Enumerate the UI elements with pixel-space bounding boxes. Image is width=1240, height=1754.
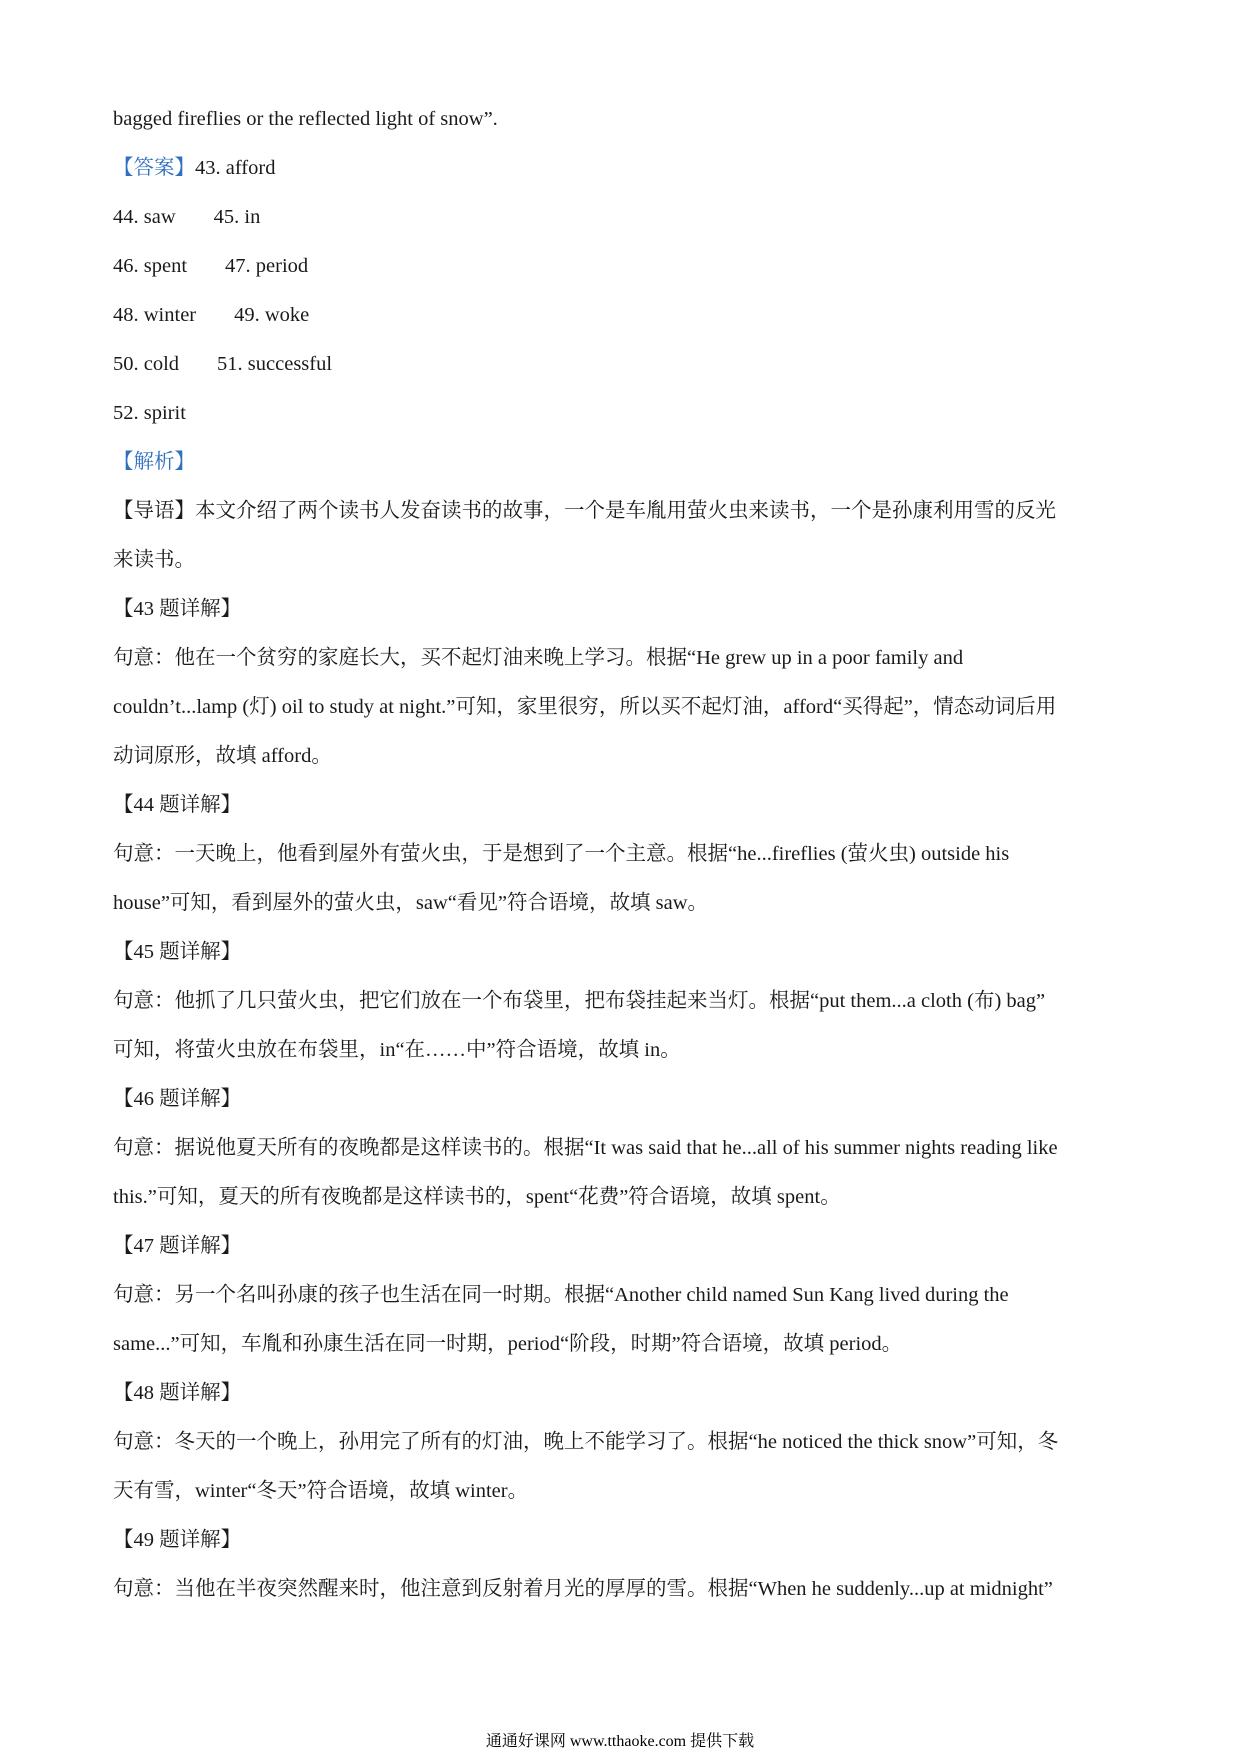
section-text-line: 动词原形，故填 afford。 bbox=[113, 745, 332, 767]
answer-item: 45. in bbox=[213, 206, 261, 228]
section-heading-45: 【45 题详解】 bbox=[113, 941, 242, 963]
answer-row-6 bbox=[113, 401, 186, 425]
section-text-line: 天有雪，winter“冬天”符合语境，故填 winter。 bbox=[113, 1480, 529, 1502]
section-text-line: 句意：另一个名叫孙康的孩子也生活在同一时期。根据“Another child named Sun Kang lived during the bbox=[113, 1284, 1009, 1306]
answer-item: 51. successful bbox=[217, 353, 333, 375]
intro-tail: bagged fireflies or the reflected light of snow”. bbox=[113, 108, 498, 130]
answer-row-2 bbox=[113, 205, 260, 229]
section-text-line: couldn’t...lamp (灯) oil to study at night.”可知，家里很穷，所以买不起灯油，afford“买得起”，情态动词后用 bbox=[113, 696, 1057, 718]
section-heading-43: 【43 题详解】 bbox=[113, 598, 242, 620]
section-text-line: 句意：据说他夏天所有的夜晚都是这样读书的。根据“It was said that he...all of his summer nights reading like bbox=[113, 1137, 1058, 1159]
answer-row-4 bbox=[113, 303, 309, 327]
answer-row-3 bbox=[113, 254, 308, 278]
answer-item: 48. winter bbox=[113, 304, 197, 326]
section-text-line: 可知，将萤火虫放在布袋里，in“在……中”符合语境，故填 in。 bbox=[113, 1039, 681, 1061]
daoyu-line: 来读书。 bbox=[113, 549, 195, 571]
section-heading-44: 【44 题详解】 bbox=[113, 794, 242, 816]
section-text-line: house”可知，看到屋外的萤火虫，saw“看见”符合语境，故填 saw。 bbox=[113, 892, 709, 914]
answer-item: 52. spirit bbox=[113, 402, 186, 424]
section-heading-48: 【48 题详解】 bbox=[113, 1382, 242, 1404]
section-text-line: this.”可知，夏天的所有夜晚都是这样读书的，spent“花费”符合语境，故填 spent。 bbox=[113, 1186, 841, 1208]
answer-item: 44. saw bbox=[113, 206, 176, 228]
answer-row-5 bbox=[113, 352, 332, 376]
answer-row-1 bbox=[113, 156, 275, 180]
page-footer: 通通好课网 www.tthaoke.com 提供下载 bbox=[485, 1733, 755, 1750]
section-heading-49: 【49 题详解】 bbox=[113, 1529, 242, 1551]
answer-item: 49. woke bbox=[234, 304, 310, 326]
answer-item: 47. period bbox=[225, 255, 309, 277]
section-text-line: 句意：一天晚上，他看到屋外有萤火虫，于是想到了一个主意。根据“he...fireflies (萤火虫) outside his bbox=[113, 843, 1010, 865]
daoyu-line: 【导语】本文介绍了两个读书人发奋读书的故事，一个是车胤用萤火虫来读书，一个是孙康利用雪的反光 bbox=[113, 500, 1056, 522]
section-text-line: 句意：冬天的一个晚上，孙用完了所有的灯油，晚上不能学习了。根据“he noticed the thick snow”可知，冬 bbox=[113, 1431, 1059, 1453]
answer-item: 43. afford bbox=[195, 157, 276, 179]
answer-label: 【答案】 bbox=[113, 157, 195, 179]
section-text-line: same...”可知，车胤和孙康生活在同一时期，period“阶段，时期”符合语境，故填 period。 bbox=[113, 1333, 903, 1355]
section-text-line: 句意：他在一个贫穷的家庭长大，买不起灯油来晚上学习。根据“He grew up in a poor family and bbox=[113, 647, 964, 669]
section-text-line: 句意：他抓了几只萤火虫，把它们放在一个布袋里，把布袋挂起来当灯。根据“put them...a cloth (布) bag” bbox=[113, 990, 1046, 1012]
section-heading-47: 【47 题详解】 bbox=[113, 1235, 242, 1257]
section-heading-46: 【46 题详解】 bbox=[113, 1088, 242, 1110]
answer-item: 46. spent bbox=[113, 255, 188, 277]
analysis-label: 【解析】 bbox=[113, 451, 195, 473]
answer-item: 50. cold bbox=[113, 353, 180, 375]
section-text-line: 句意：当他在半夜突然醒来时，他注意到反射着月光的厚厚的雪。根据“When he suddenly...up at midnight” bbox=[113, 1578, 1053, 1600]
